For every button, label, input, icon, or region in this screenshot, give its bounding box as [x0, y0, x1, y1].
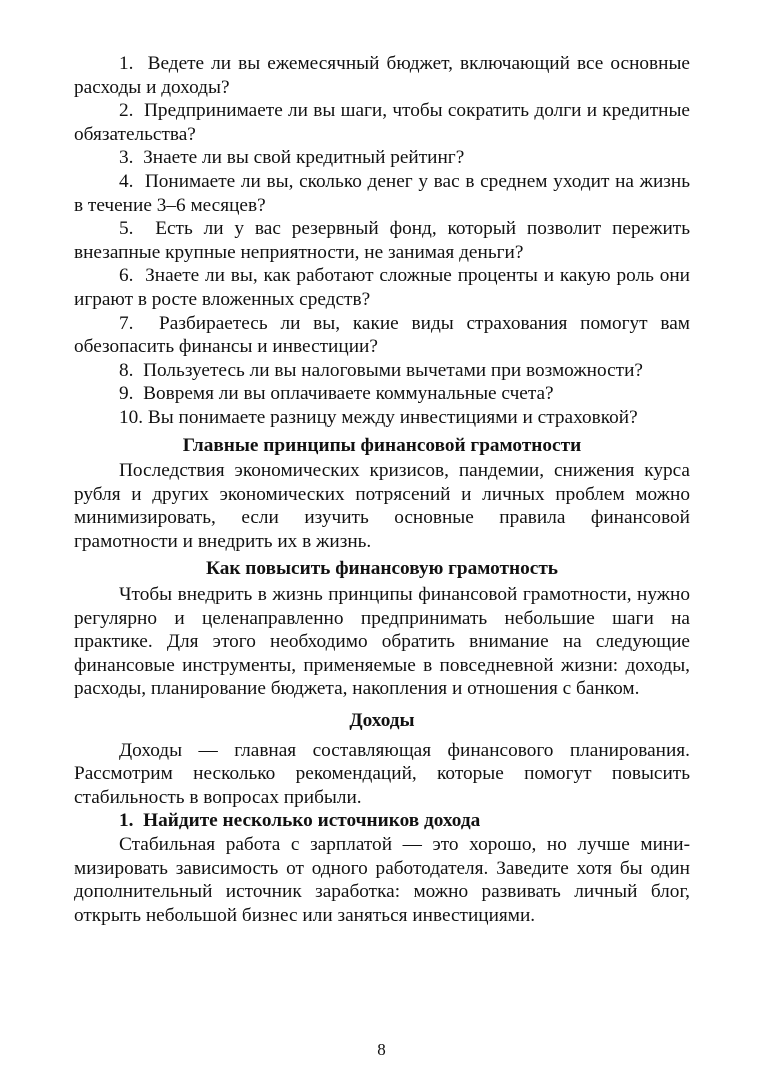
improve-paragraph: Чтобы внедрить в жизнь принципы финансовой грамотности, нужно регулярно и целенаправленно предпринимать небольшие шаги на практике. Для этого необходимо обратить внимание на следующие финансовые инструменты, применяемые в повседневной жизни: доходы, расходы, планирование бюджета, накопления и отношения с банком.: [74, 584, 690, 700]
question-7: 7. Разбираетесь ли вы, какие виды страхования помогут вам обезопасить финансы и инвестиции?: [74, 312, 690, 358]
question-4: 4. Понимаете ли вы, сколько денег у вас в среднем уходит на жизнь в течение 3–6 месяцев?: [74, 170, 690, 216]
income-sub-paragraph: Стабильная работа с зарплатой — это хорошо, но лучше минимизировать зависимость от одного работодателя. Заведите хотя бы один дополнительный источник заработка: можно развивать личный блог, открыть небольшой бизнес или заняться инвестициями.: [74, 834, 690, 926]
question-3: 3. Знаете ли вы свой кредитный рейтинг?: [119, 147, 465, 169]
question-2: 2. Предпринимаете ли вы шаги, чтобы сократить долги и кредитные обязательства?: [74, 100, 690, 145]
page-number: 8: [377, 1040, 386, 1059]
improve-heading: Как повысить финансовую грамотность: [206, 558, 558, 580]
principles-heading: Главные принципы финансовой грамотности: [182, 434, 582, 456]
question-9: 9. Вовремя ли вы оплачиваете коммунальные счета?: [119, 383, 554, 405]
page-body: [74, 52, 690, 927]
question-8: 8. Пользуетесь ли вы налоговыми вычетами при возможности?: [119, 359, 643, 381]
income-paragraph: Доходы — главная составляющая финансового планирования. Рассмотрим несколько рекомендаций, которые помогут повысить стабильность в вопросах прибыли.: [74, 739, 690, 808]
question-5: 5. Есть ли у вас резервный фонд, который позволит пережить внезапные крупные неприятности, не занимая деньги?: [74, 218, 690, 263]
question-10: 10. Вы понимаете разницу между инвестициями и страховкой?: [119, 406, 638, 428]
question-1: 1. Ведете ли вы ежемесячный бюджет, включающий все основные расходы и доходы?: [74, 53, 690, 98]
income-heading: Доходы: [349, 710, 415, 732]
question-6: 6. Знаете ли вы, как работают сложные проценты и какую роль они играют в росте вложенных средств?: [74, 265, 690, 310]
income-subheading: 1. Найдите несколько источников дохода: [119, 810, 481, 832]
principles-paragraph: Последствия экономических кризисов, пандемии, снижения курса рубля и других экономических потрясений и личных проблем можно минимизировать, если изучить основные правила финансовой грамотности и внедрить их в жизнь.: [74, 460, 690, 552]
